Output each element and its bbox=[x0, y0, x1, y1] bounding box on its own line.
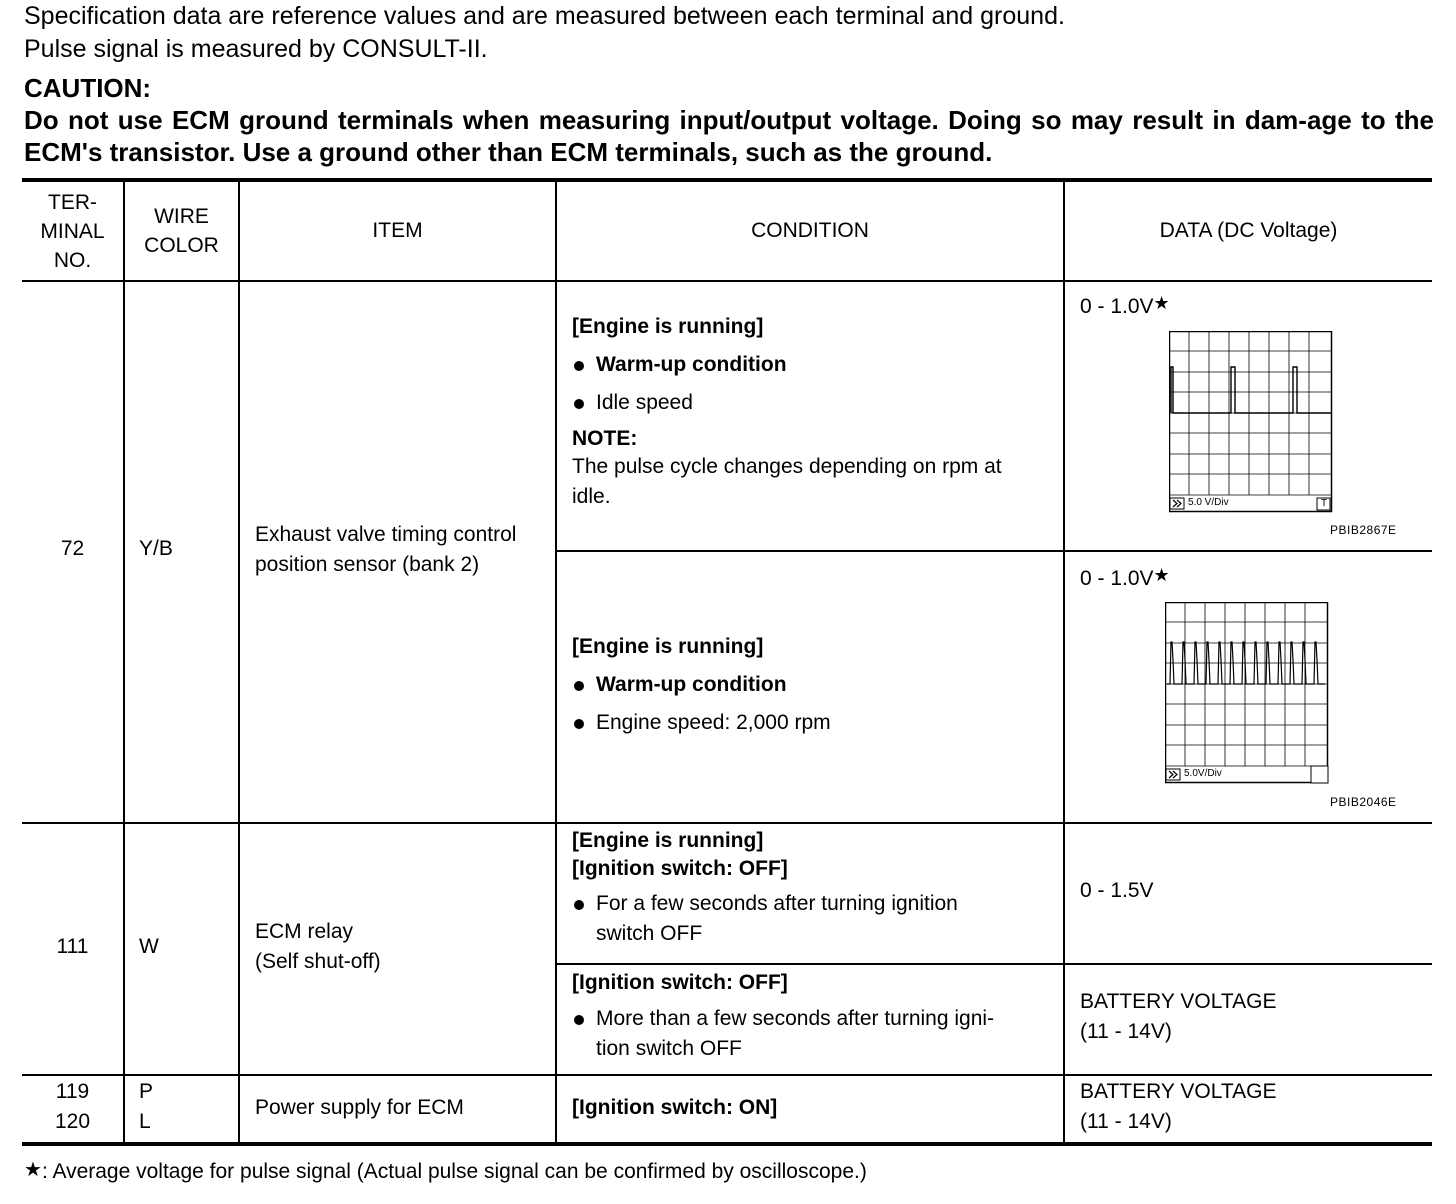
data-111-running: 0 - 1.5V bbox=[1080, 879, 1154, 902]
list-item: Idle speed bbox=[572, 388, 1057, 418]
footnote: ★: Average voltage for pulse signal (Actual pulse signal can be confirmed by oscilloscope.) bbox=[24, 1159, 867, 1183]
caution-title: CAUTION: bbox=[24, 73, 152, 103]
figure-code-idle: PBIB2867E bbox=[1330, 523, 1397, 537]
list-item: Warm-up condition bbox=[572, 350, 1057, 380]
data-72-2000rpm: 0 - 1.0V★ bbox=[1080, 565, 1170, 590]
item-exhaust-valve-sensor: Exhaust valve timing control position sensor (bank 2) bbox=[255, 523, 517, 576]
condition-72-idle: [Engine is running] Warm-up condition Idle speed NOTE: The pulse cycle changes depending on rpm at idle. bbox=[572, 312, 1057, 512]
scope-trigger-marker: T bbox=[1320, 498, 1328, 509]
terminal-111: 111 bbox=[56, 935, 89, 958]
star-icon: ★ bbox=[1153, 293, 1170, 313]
wire-color-yb: Y/B bbox=[139, 537, 173, 560]
spec-intro bbox=[24, 0, 1434, 66]
col-rule-2 bbox=[238, 178, 240, 1144]
header-wire-color: WIRE COLOR bbox=[144, 205, 219, 257]
condition-111-off: [Ignition switch: OFF] More than a few seconds after turning igni- tion switch OFF bbox=[572, 968, 1057, 1064]
condition-72-2000rpm: [Engine is running] Warm-up condition Engine speed: 2,000 rpm bbox=[572, 632, 1057, 738]
wire-color-w: W bbox=[139, 935, 159, 958]
header-condition: CONDITION bbox=[751, 219, 869, 242]
oscilloscope-waveform-idle bbox=[1169, 331, 1337, 513]
terminal-119-120: 119 120 bbox=[54, 1080, 91, 1133]
col-rule-1 bbox=[123, 178, 125, 1144]
scope-scale-label: 5.0V/Div bbox=[1184, 768, 1222, 779]
col-rule-4 bbox=[1063, 178, 1065, 1144]
intro-line-1: Specification data are reference values and are measured between each terminal and ground. bbox=[24, 2, 1065, 30]
data-72-idle: 0 - 1.0V★ bbox=[1080, 293, 1170, 318]
item-power-supply-ecm: Power supply for ECM bbox=[255, 1096, 464, 1119]
star-icon: ★ bbox=[1153, 565, 1170, 585]
table-bottom-rule bbox=[22, 1142, 1432, 1146]
list-item: For a few seconds after turning ignition switch OFF bbox=[572, 889, 1057, 949]
wire-color-p-l: P L bbox=[139, 1080, 154, 1133]
row-111-end-rule bbox=[22, 1074, 1432, 1076]
oscilloscope-waveform-2000rpm bbox=[1165, 602, 1333, 784]
star-icon: ★ bbox=[24, 1159, 42, 1181]
scope-scale-label: 5.0 V/Div bbox=[1188, 497, 1229, 508]
condition-111-running: [Engine is running] [Ignition switch: OFF] For a few seconds after turning ignition switch OFF bbox=[572, 827, 1057, 949]
data-111-off: BATTERY VOLTAGE (11 - 14V) bbox=[1080, 990, 1277, 1043]
item-ecm-relay: ECM relay (Self shut-off) bbox=[255, 920, 381, 973]
list-item: Engine speed: 2,000 rpm bbox=[572, 708, 1057, 738]
row-72-split-rule bbox=[556, 550, 1432, 552]
header-terminal-no: TER- MINAL NO. bbox=[40, 190, 105, 272]
list-item: Warm-up condition bbox=[572, 670, 1057, 700]
terminal-72: 72 bbox=[60, 537, 85, 560]
col-rule-3 bbox=[555, 178, 557, 1144]
row-111-split-rule bbox=[556, 963, 1432, 965]
terminal-table bbox=[22, 178, 1432, 1148]
intro-line-2: Pulse signal is measured by CONSULT-II. bbox=[24, 35, 488, 63]
header-data: DATA (DC Voltage) bbox=[1159, 219, 1338, 242]
header-rule bbox=[22, 280, 1432, 282]
caution-text: Do not use ECM ground terminals when measuring input/output voltage. Doing so may result in dam-age to the ECM's transistor. Use a ground other than ECM terminals, such as the ground. bbox=[24, 105, 1434, 167]
row-72-end-rule bbox=[22, 822, 1432, 824]
data-119-120: BATTERY VOLTAGE (11 - 14V) bbox=[1080, 1080, 1277, 1133]
figure-code-2000rpm: PBIB2046E bbox=[1330, 795, 1397, 809]
list-item: More than a few seconds after turning igni- tion switch OFF bbox=[572, 1004, 1057, 1064]
header-item: ITEM bbox=[372, 219, 423, 242]
condition-119-120: [Ignition switch: ON] bbox=[572, 1096, 778, 1119]
